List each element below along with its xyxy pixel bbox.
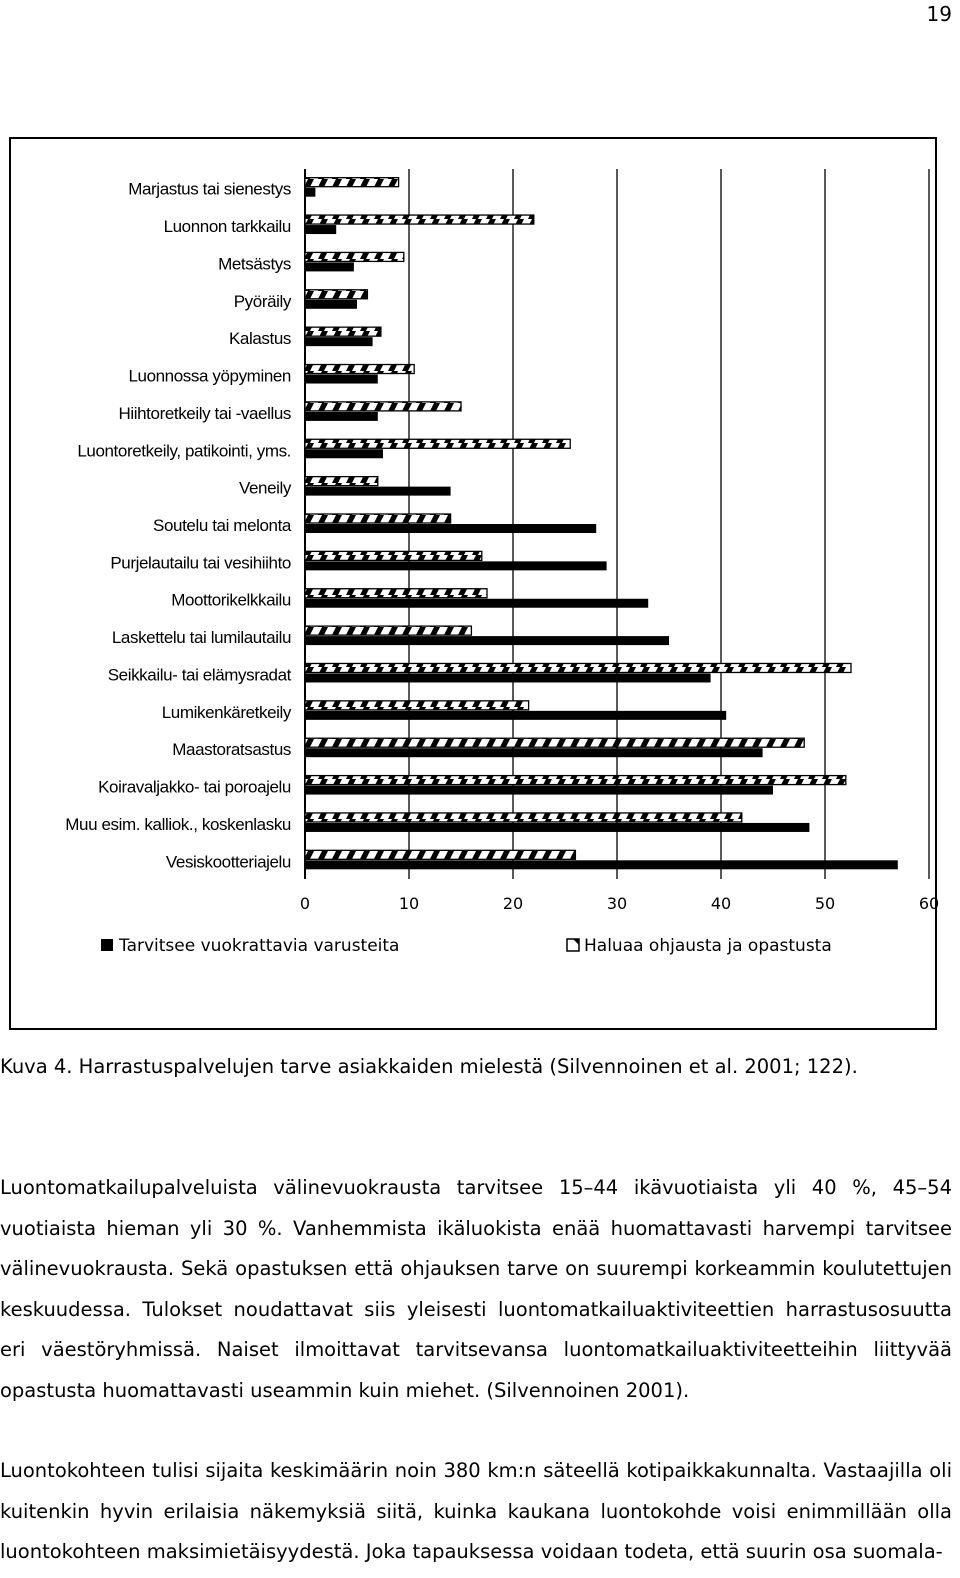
bar-ohjaus-seikkailu-tai-elamysradat — [305, 663, 851, 672]
bar-vuokravarusteet-luontoretkeily-patikointi-yms — [305, 449, 383, 458]
bar-vuokravarusteet-hiihtoretkeily-tai-vaellus — [305, 412, 378, 421]
bar-ohjaus-koiravaljakko-tai-poroajelu — [305, 776, 846, 785]
category-label-moottorikelkkailu: Moottorikelkkailu — [171, 590, 291, 610]
x-tick-label: 60 — [918, 894, 940, 913]
bar-vuokravarusteet-soutelu-tai-melonta — [305, 524, 596, 533]
category-label-luontoretkeily-patikointi-yms: Luontoretkeily, patikointi, yms. — [77, 441, 291, 461]
category-label-kalastus: Kalastus — [228, 329, 291, 349]
bar-ohjaus-vesiskootteriajelu — [305, 850, 575, 859]
bar-ohjaus-luontoretkeily-patikointi-yms — [305, 439, 570, 448]
category-label-veneily: Veneily — [238, 478, 291, 498]
x-tick-label: 0 — [299, 894, 311, 913]
bar-vuokravarusteet-koiravaljakko-tai-poroajelu — [305, 786, 773, 795]
bar-vuokravarusteet-lumikenkaretkeily — [305, 711, 726, 720]
bar-ohjaus-luonnossa-yopyminen — [305, 365, 414, 374]
body-paragraph-2: Luontokohteen tulisi sijaita keskimäärin noin 380 km:n säteellä kotipaikkakunnalta. Vastaajilla oli kuitenkin hyvin erilaisia näkemyksiä siitä, kuinka kaukana luontokohde voisi enimmillään olla luontokohteen maksimietäisyydestä. Joka tapauksessa voidaan todeta, että suurin osa suomala- — [0, 1459, 952, 1563]
figure-caption: Kuva 4. Harrastuspalvelujen tarve asiakkaiden mielestä (Silvennoinen et al. 2001; 122). — [0, 1055, 858, 1078]
bar-ohjaus-pyoraily — [305, 290, 367, 299]
bar-ohjaus-soutelu-tai-melonta — [305, 514, 451, 523]
bar-vuokravarusteet-laskettelu-tai-lumilautailu — [305, 636, 669, 645]
bar-vuokravarusteet-muu-esim-kalliok-koskenlasku — [305, 823, 809, 832]
x-tick-label: 50 — [814, 894, 836, 913]
category-label-lumikenkaretkeily: Lumikenkäretkeily — [161, 702, 291, 722]
bar-vuokravarusteet-kalastus — [305, 337, 373, 346]
x-tick-label: 30 — [606, 894, 628, 913]
category-label-purjelautailu-tai-vesihiihto: Purjelautailu tai vesihiihto — [110, 553, 291, 573]
bar-vuokravarusteet-vesiskootteriajelu — [305, 860, 898, 869]
bar-ohjaus-hiihtoretkeily-tai-vaellus — [305, 402, 461, 411]
body-paragraph-1: Luontomatkailupalveluista välinevuokrausta tarvitsee 15–44 ikävuotiaista yli 40 %, 45–54 vuotiaista hieman yli 30 %. Vanhemmista ikäluokista enää huomattavasti harvempi tarvitsee välinevuokrausta. Sekä opastuksen että ohjauksen tarve on suurempi korkeammin koulutettujen keskuudessa. Tulokset noudattavat siis yleisesti luontomatkailuaktiviteettien harrastusosuutta eri väestöryhmissä. Naiset ilmoittavat tarvitsevansa luontomatkailuaktiviteetteihin liittyvää opastusta huomattavasti useammin kuin miehet. (Silvennoinen 2001). — [0, 1176, 952, 1402]
bar-vuokravarusteet-moottorikelkkailu — [305, 599, 648, 608]
category-label-pyoraily: Pyöräily — [233, 291, 291, 311]
page-number: 19 — [926, 2, 952, 26]
x-tick-label: 20 — [502, 894, 524, 913]
x-tick-label: 40 — [710, 894, 732, 913]
bar-chart — [11, 139, 940, 1028]
bar-vuokravarusteet-veneily — [305, 487, 451, 496]
category-label-seikkailu-tai-elamysradat: Seikkailu- tai elämysradat — [107, 665, 291, 685]
chart-frame — [9, 137, 940, 1030]
legend-swatch-solid — [101, 939, 113, 951]
bar-ohjaus-laskettelu-tai-lumilautailu — [305, 626, 471, 635]
bar-ohjaus-veneily — [305, 477, 378, 486]
bar-vuokravarusteet-luonnossa-yopyminen — [305, 375, 378, 384]
category-label-metsastys: Metsästys — [218, 254, 291, 274]
category-label-maastoratsastus: Maastoratsastus — [172, 740, 291, 760]
category-label-vesiskootteriajelu: Vesiskootteriajelu — [165, 852, 291, 872]
bar-vuokravarusteet-luonnon-tarkkailu — [305, 225, 336, 234]
category-label-koiravaljakko-tai-poroajelu: Koiravaljakko- tai poroajelu — [98, 777, 291, 797]
bar-ohjaus-muu-esim-kalliok-koskenlasku — [305, 813, 742, 822]
category-label-luonnon-tarkkailu: Luonnon tarkkailu — [163, 217, 291, 237]
bar-ohjaus-maastoratsastus — [305, 738, 804, 747]
category-label-marjastus-tai-sienestys: Marjastus tai sienestys — [128, 179, 291, 199]
x-tick-label: 10 — [398, 894, 420, 913]
bar-ohjaus-kalastus — [305, 327, 381, 336]
legend-label-hatched: Haluaa ohjausta ja opastusta — [584, 936, 832, 956]
bar-ohjaus-moottorikelkkailu — [305, 589, 487, 598]
bar-vuokravarusteet-metsastys — [305, 262, 354, 271]
category-label-luonnossa-yopyminen: Luonnossa yöpyminen — [128, 366, 291, 386]
bar-vuokravarusteet-maastoratsastus — [305, 748, 763, 757]
category-label-muu-esim-kalliok-koskenlasku: Muu esim. kalliok., koskenlasku — [65, 814, 291, 834]
bar-ohjaus-purjelautailu-tai-vesihiihto — [305, 551, 482, 560]
legend-label-solid: Tarvitsee vuokrattavia varusteita — [119, 936, 400, 956]
bar-vuokravarusteet-marjastus-tai-sienestys — [305, 188, 315, 197]
category-label-laskettelu-tai-lumilautailu: Laskettelu tai lumilautailu — [111, 628, 291, 648]
category-label-hiihtoretkeily-tai-vaellus: Hiihtoretkeily tai -vaellus — [118, 403, 291, 423]
bar-vuokravarusteet-pyoraily — [305, 300, 357, 309]
bar-vuokravarusteet-purjelautailu-tai-vesihiihto — [305, 561, 607, 570]
bar-ohjaus-marjastus-tai-sienestys — [305, 178, 399, 187]
category-label-soutelu-tai-melonta: Soutelu tai melonta — [153, 516, 291, 535]
bar-vuokravarusteet-seikkailu-tai-elamysradat — [305, 673, 711, 682]
bar-ohjaus-metsastys — [305, 252, 404, 261]
bar-ohjaus-luonnon-tarkkailu — [305, 215, 534, 224]
bar-ohjaus-lumikenkaretkeily — [305, 701, 529, 710]
